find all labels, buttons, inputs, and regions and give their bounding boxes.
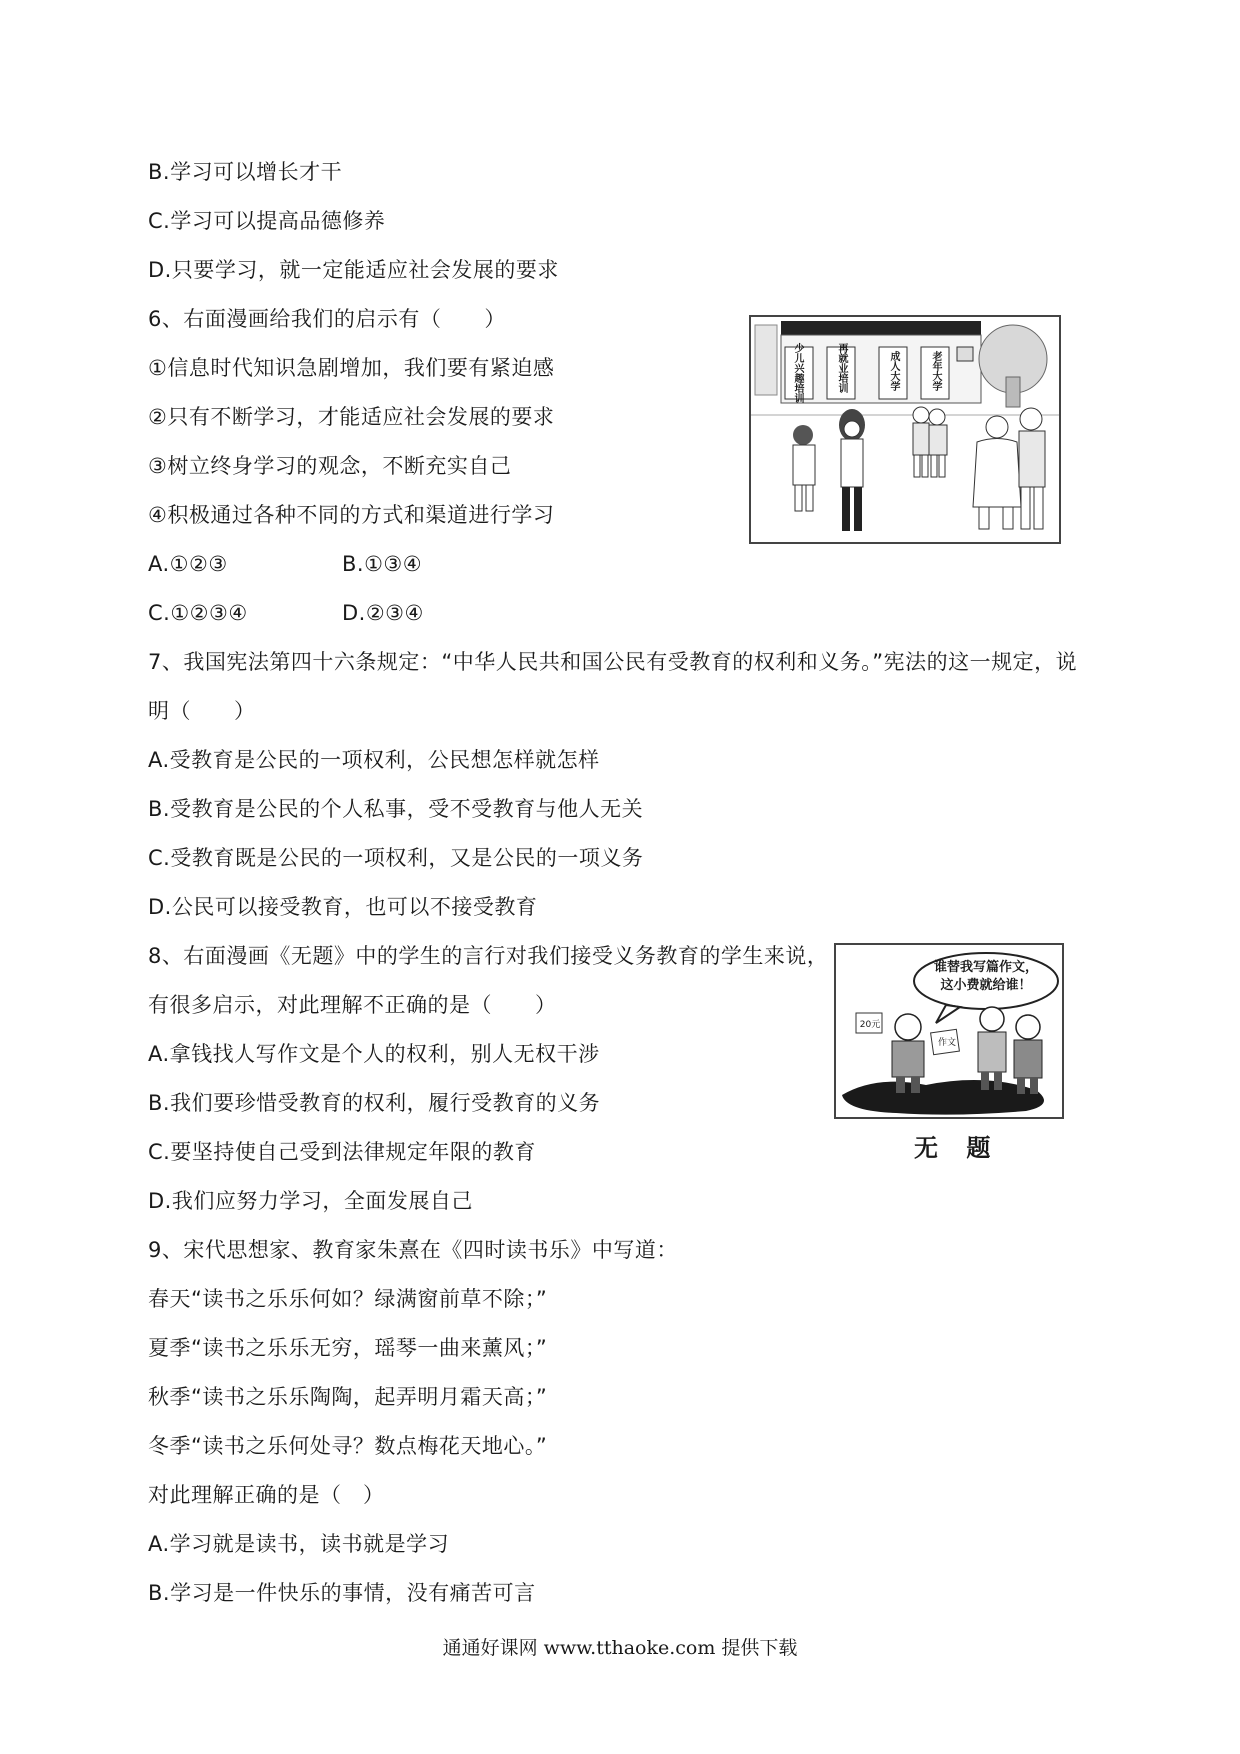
q7-option-b: B.受教育是公民的个人私事，受不受教育与他人无关 bbox=[148, 797, 644, 821]
cartoon-untitled bbox=[834, 943, 1064, 1119]
sign-senior-university: 老年大学 bbox=[930, 351, 941, 391]
q6-statement-2: ②只有不断学习，才能适应社会发展的要求 bbox=[148, 405, 555, 429]
question-7-cont: 明（ ） bbox=[148, 699, 256, 723]
sign-adult-university: 成人大学 bbox=[888, 351, 899, 391]
q8-option-b: B.我们要珍惜受教育的权利，履行受教育的义务 bbox=[148, 1091, 601, 1115]
question-7: 7、我国宪法第四十六条规定：“中华人民共和国公民有受教育的权利和义务。”宪法的这一规定，说 bbox=[148, 650, 1078, 674]
option-5b: B.学习可以增长才干 bbox=[148, 160, 343, 184]
q9-option-a: A.学习就是读书，读书就是学习 bbox=[148, 1532, 450, 1556]
q9-option-b: B.学习是一件快乐的事情，没有痛苦可言 bbox=[148, 1581, 536, 1605]
sign-reemployment: 再就业培训 bbox=[836, 343, 847, 393]
poem-summer: 夏季“读书之乐乐无穷，瑶琴一曲来薰风；” bbox=[148, 1336, 548, 1360]
option-5c: C.学习可以提高品德修养 bbox=[148, 209, 386, 233]
q6-statement-4: ④积极通过各种不同的方式和渠道进行学习 bbox=[148, 503, 555, 527]
page-footer: 通通好课网 www.tthaoke.com 提供下载 bbox=[442, 1637, 798, 1659]
cartoon-caption: 无 题 bbox=[914, 1134, 1001, 1162]
q7-option-a: A.受教育是公民的一项权利，公民想怎样就怎样 bbox=[148, 748, 600, 772]
q9-prompt: 对此理解正确的是（ ） bbox=[148, 1483, 385, 1507]
poem-winter: 冬季“读书之乐何处寻？数点梅花天地心。” bbox=[148, 1434, 548, 1458]
paper-label: 作文 bbox=[937, 1038, 956, 1048]
question-8-cont: 有很多启示，对此理解不正确的是（ ） bbox=[148, 993, 557, 1017]
poem-autumn: 秋季“读书之乐乐陶陶，起弄明月霜天高；” bbox=[148, 1385, 548, 1409]
q7-option-d: D.公民可以接受教育，也可以不接受教育 bbox=[148, 895, 538, 919]
cartoon-lifelong-learning bbox=[749, 315, 1061, 544]
q6-option-a: A.①②③ bbox=[148, 552, 228, 576]
option-5d: D.只要学习，就一定能适应社会发展的要求 bbox=[148, 258, 559, 282]
question-9: 9、宋代思想家、教育家朱熹在《四时读书乐》中写道： bbox=[148, 1238, 678, 1262]
speech-line-1: 谁替我写篇作文， bbox=[933, 960, 1038, 975]
poem-spring: 春天“读书之乐乐何如？绿满窗前草不除；” bbox=[148, 1287, 548, 1311]
speech-line-2: 这小费就给谁！ bbox=[940, 978, 1032, 993]
speech-bubble-text bbox=[916, 959, 1056, 995]
question-8: 8、右面漫画《无题》中的学生的言行对我们接受义务教育的学生来说， bbox=[148, 944, 829, 968]
q8-option-c: C.要坚持使自己受到法律规定年限的教育 bbox=[148, 1140, 536, 1164]
q6-option-b: B.①③④ bbox=[342, 552, 423, 576]
sign-youth-interest: 少儿兴趣培训 bbox=[792, 343, 803, 403]
money-label: 20元 bbox=[859, 1020, 881, 1030]
q6-statement-1: ①信息时代知识急剧增加，我们要有紧迫感 bbox=[148, 356, 555, 380]
q8-option-d: D.我们应努力学习，全面发展自己 bbox=[148, 1189, 473, 1213]
q6-statement-3: ③树立终身学习的观念，不断充实自己 bbox=[148, 454, 512, 478]
q6-option-c: C.①②③④ bbox=[148, 601, 248, 625]
q6-option-d: D.②③④ bbox=[342, 601, 424, 625]
q8-option-a: A.拿钱找人写作文是个人的权利，别人无权干涉 bbox=[148, 1042, 600, 1066]
q7-option-c: C.受教育既是公民的一项权利，又是公民的一项义务 bbox=[148, 846, 644, 870]
question-6: 6、右面漫画给我们的启示有（ ） bbox=[148, 307, 506, 331]
